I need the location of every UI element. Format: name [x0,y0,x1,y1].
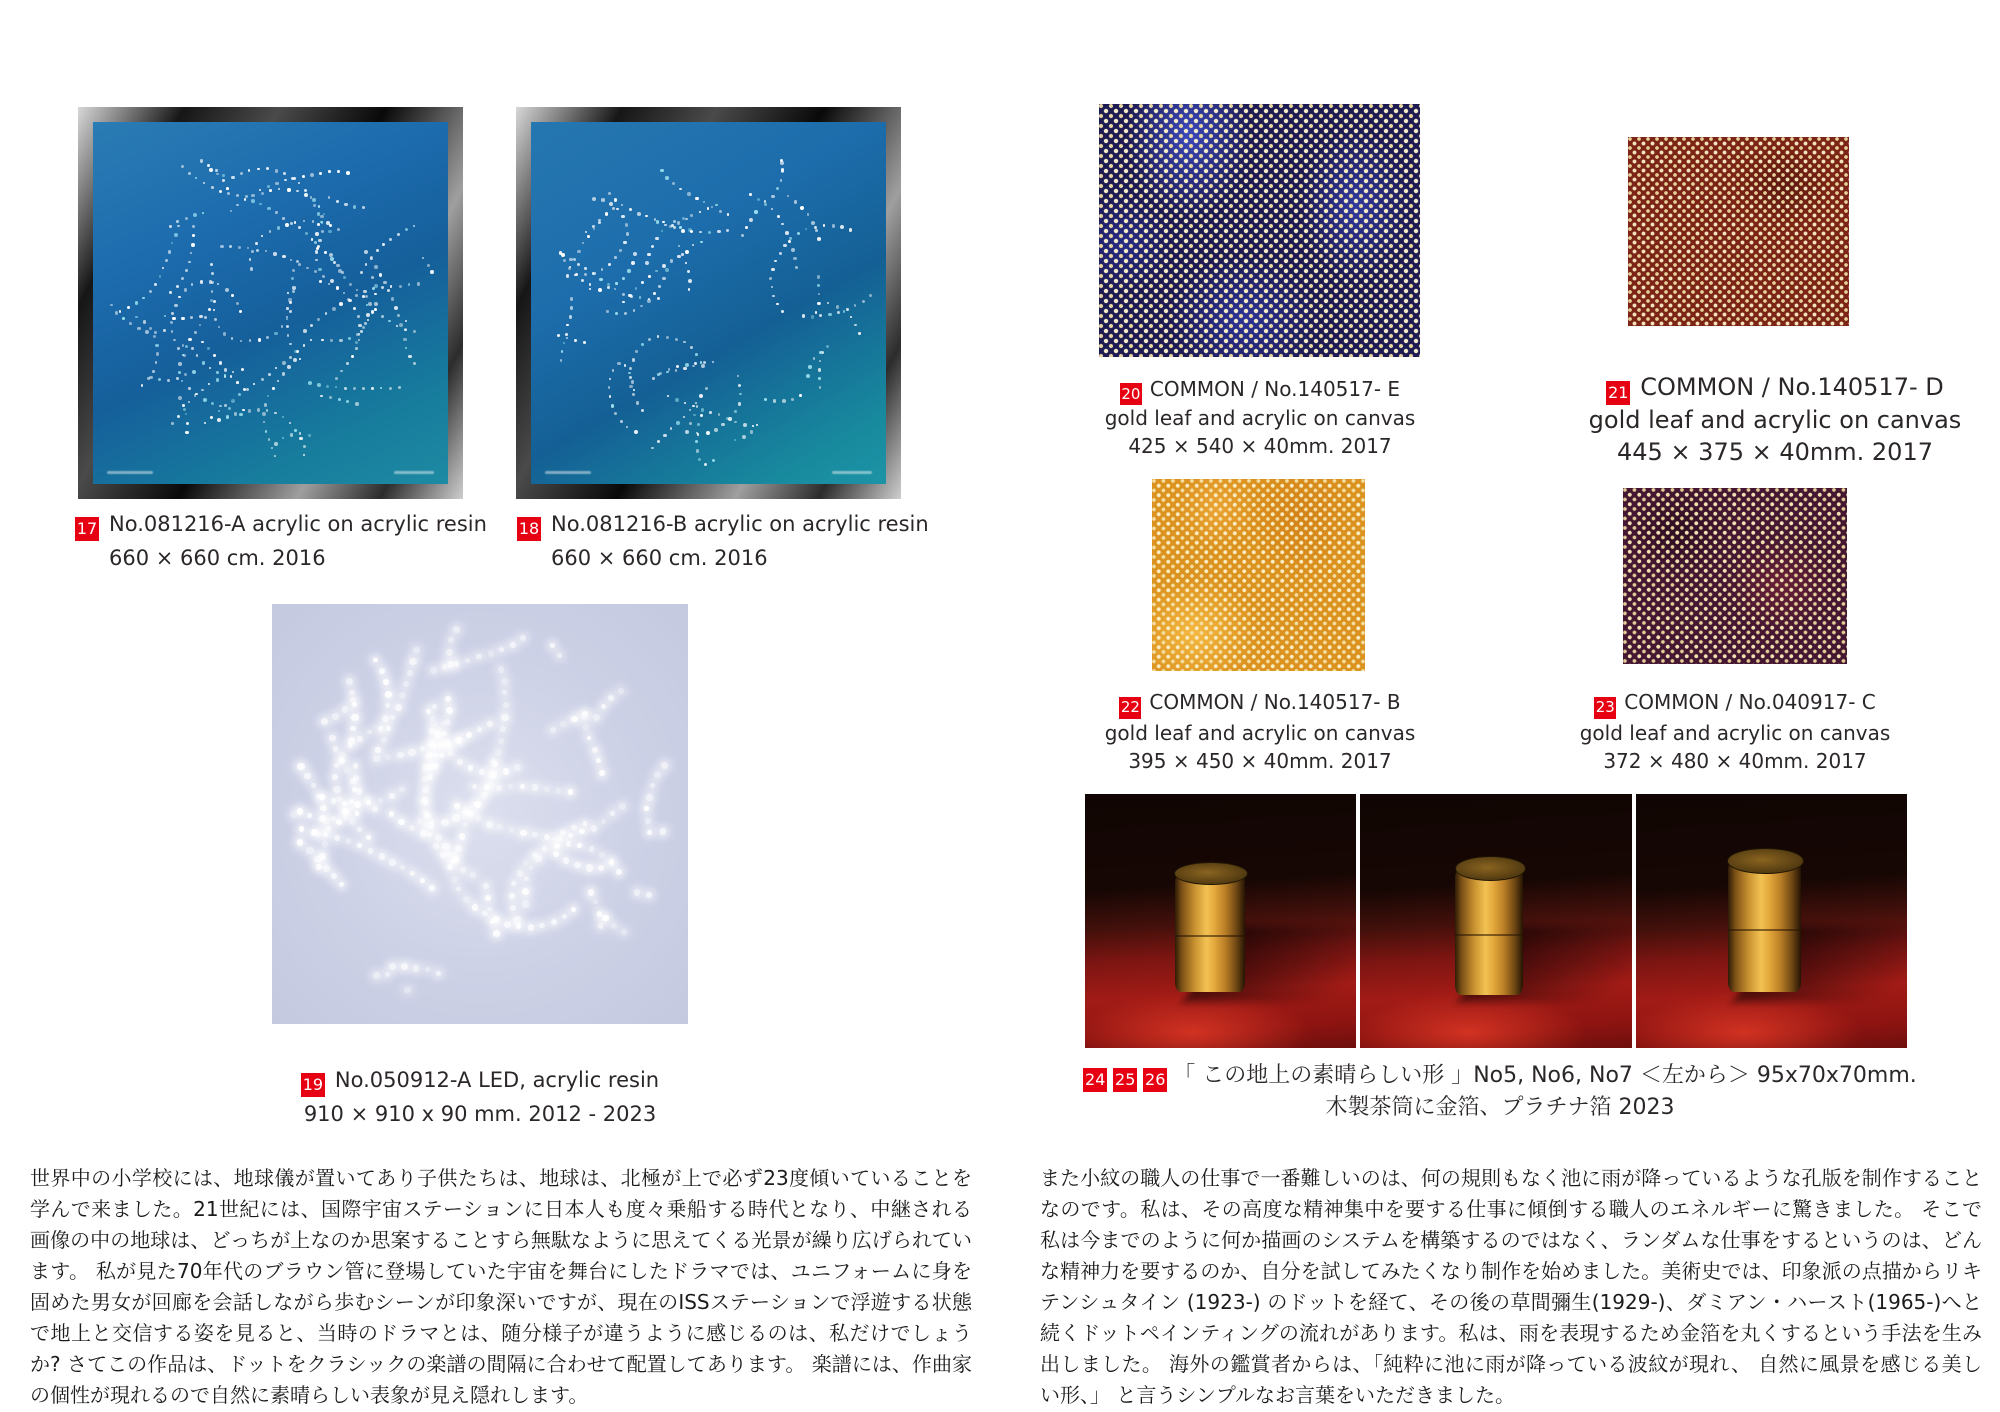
item-number-badge: 21 [1606,381,1630,405]
group-title: 「 この地上の素晴らしい形 」No5, No6, No7 ＜左から＞ 95x70x70mm. [1173,1063,1917,1088]
artwork-18-image [516,107,901,499]
item-number-badge: 20 [1120,383,1142,405]
item-number-badge: 17 [75,517,99,541]
artwork-19-caption [252,1066,708,1129]
artwork-dimensions: 660 × 660 cm. 2016 [109,546,326,571]
artwork-medium: gold leaf and acrylic on canvas [1588,406,1962,435]
signature-mark [832,471,872,474]
artwork-dimensions: 910 × 910 x 90 mm. 2012 - 2023 [303,1102,657,1127]
artwork-medium: gold leaf and acrylic on canvas [1104,720,1416,745]
signature-mark [545,471,591,474]
artwork-19-image [272,604,688,1024]
artwork-23-caption [1565,688,1905,775]
item-number-badge: 18 [517,517,541,541]
artwork-dimensions: 660 × 660 cm. 2016 [551,546,768,571]
item-number-badge: 23 [1594,697,1616,719]
artwork-title: No.081216-A acrylic on acrylic resin [109,512,487,536]
gold-leaf-caddy [1728,860,1801,992]
artwork-medium: gold leaf and acrylic on canvas [1104,406,1416,431]
item-number-badge: 26 [1143,1068,1167,1092]
globe-dot-painting [93,122,448,484]
artwork-title: COMMON / No.140517- B [1149,690,1401,714]
tea-caddy-photo-25 [1360,794,1631,1048]
artwork-23-image [1623,488,1847,664]
item-number-badge: 24 [1083,1068,1107,1092]
tea-caddy-caption [1060,1060,1940,1124]
artwork-17-caption [75,510,495,573]
artwork-22-caption [1085,688,1435,775]
tea-caddy-photo-26 [1636,794,1907,1048]
artwork-title: COMMON / No.040917- C [1624,690,1876,714]
artwork-21-caption [1540,372,2000,468]
artwork-title: COMMON / No.140517- E [1149,377,1401,401]
signature-mark [107,471,153,474]
tea-caddy-photo-24 [1085,794,1356,1048]
artwork-dimensions: 425 × 540 × 40mm. 2017 [1128,433,1392,458]
gold-leaf-caddy [1455,868,1523,995]
artwork-dimensions: 395 × 450 × 40mm. 2017 [1128,749,1392,774]
artwork-18-caption [517,510,937,573]
item-number-badge: 25 [1113,1068,1137,1092]
artwork-20-image [1099,104,1420,357]
artwork-20-caption [1085,376,1435,461]
item-number-badge: 22 [1119,697,1141,719]
globe-dot-painting [531,122,886,484]
artwork-dimensions: 372 × 480 × 40mm. 2017 [1603,749,1867,774]
artwork-17-image [78,107,463,499]
artwork-title: No.081216-B acrylic on acrylic resin [551,512,929,536]
essay-left: 世界中の小学校には、地球儀が置いてあり子供たちは、地球は、北極が上で必ず23度傾いていることを学んで来ました。21世紀には、国際宇宙ステーションに日本人も度々乗船する時代となり、中継される画像の中の地球は、どっちが上なのか思案することすら無駄なように思えてくる光景が繰り広げられています。 私が見た70年代のブラウン管に登場していた宇宙を舞台にしたドラマでは、ユニフォームに身を固めた男女が回廊を会話しながら歩むシーンが印象深いですが、現在のISSステーションで浮遊する状態で地上と交信する姿を見ると、当時のドラマとは、随分様子が違うように感じるのは、私だけでしょうか? さてこの作品は、ドットをクラシックの楽譜の間隔に合わせて配置してあります。 楽譜には、作曲家の個性が現れるので自然に素晴らしい表象が見え隠れします。 [30,1166,972,1407]
artwork-dimensions: 445 × 375 × 40mm. 2017 [1617,437,1933,466]
artwork-medium: gold leaf and acrylic on canvas [1579,720,1891,745]
essay-right: また小紋の職人の仕事で一番難しいのは、何の規則もなく池に雨が降っているような孔版を制作することなのです。私は、その高度な精神集中を要する仕事に傾倒する職人のエネルギーに驚きました。 そこで私は今までのように何か描画のシステムを構築するのではなく、ランダムな仕事をするというのは、どんな精神力を要するのか、自分を試してみたくなり制作を始めました。美術史では、印象派の点描からリキテンシュタイン (1923-) のドットを経て、その後の草間彌生(1929-)、ダミアン・ハースト(1965-)へと続くドットペインティングの流れがあります。私は、雨を表現するため金箔を丸くするという手法を生み出しました。 海外の鑑賞者からは、「純粋に池に雨が降っている波紋が現れ、 自然に風景を感じる美しい形、」 と言うシンプルなお言葉をいただきました。 [1040,1166,1982,1407]
tea-caddy-photo-strip [1085,794,1907,1048]
artwork-21-image [1628,137,1849,326]
signature-mark [394,471,434,474]
gold-leaf-caddy [1175,873,1246,992]
artwork-22-image [1152,479,1365,671]
item-number-badge: 19 [301,1073,325,1097]
artwork-title: COMMON / No.140517- D [1640,373,1944,401]
group-materials: 木製茶筒に金箔、プラチナ箔 2023 [1325,1094,1675,1120]
artwork-title: No.050912-A LED, acrylic resin [334,1068,660,1092]
